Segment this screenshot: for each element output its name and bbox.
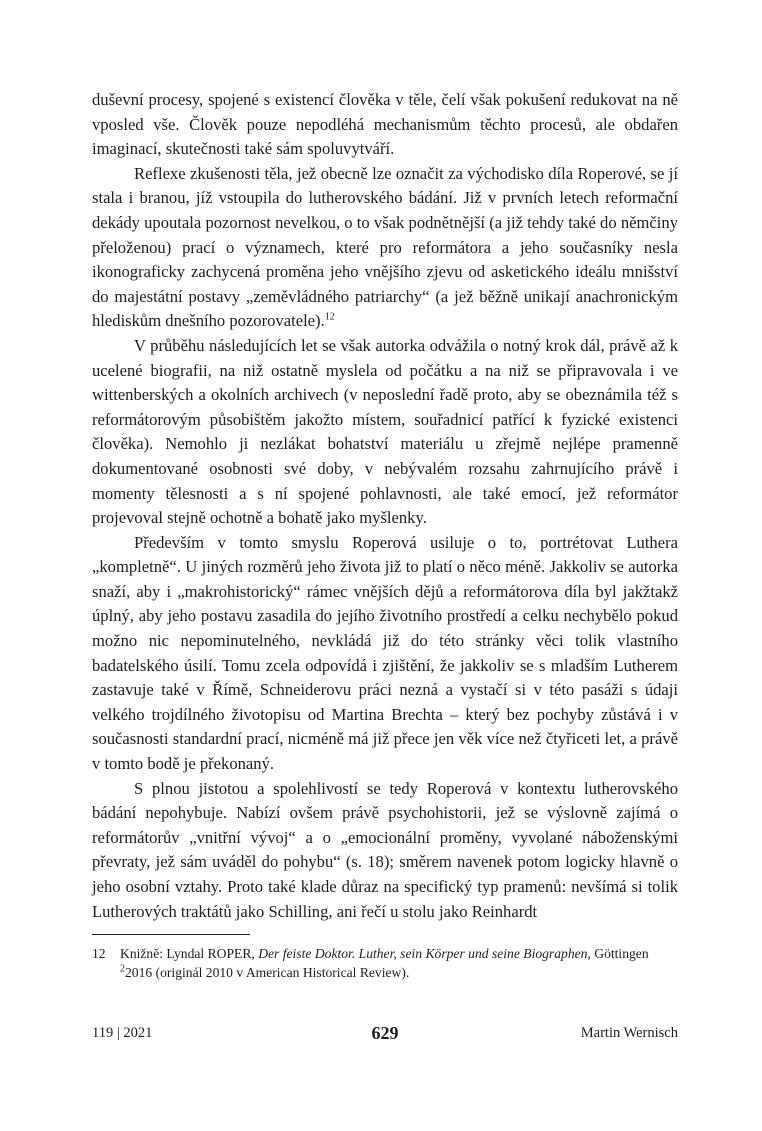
footer-volume: 119 | 2021 (92, 1025, 153, 1041)
footnote-number: 12 (92, 946, 106, 961)
paragraph-3: V průběhu následujících let se však autorka odvážila o notný krok dál, právě až k ucelené biografii, na niž ostatně myslela od počátku a na niž se připravovala i ve wittenberských a okolních archivech (v neposlední řadě proto, aby se obeznámila též s reformátorovým působištěm jakožto místem, souřadnicí patřící k fyzické existenci člověka). Nemohlo ji nezlákat bohatství materiálu u zřejmě nejlépe pramenně dokumentované osobnosti své doby, v nebývalém rozsahu zahrnujícího právě i momenty tělesnosti a s ní spojené pohlavnosti, ale také emocí, jež reformátor projevoval stejně ochotně a bohatě jako myšlenky. (92, 335, 678, 528)
main-text (92, 88, 678, 924)
footnote-reference: 12 (324, 311, 335, 323)
footer-author: Martin Wernisch (580, 1025, 678, 1041)
footnote-before: Knižně: Lyndal ROPER, (120, 946, 259, 961)
footnote-divider (92, 934, 250, 935)
paragraph-5: S plnou jistotou a spolehlivostí se tedy Roperová v kontextu lutherovského bádání nepohybuje. Nabízí ovšem právě psychohistorii, jež se výslovně zajímá o reformátorův „vnitřní vývoj“ a o „emocionální proměny, vyvolané náboženskými převraty, jež sám uváděl do pohybu“ (s. 18); směrem navenek potom logicky hlavně o jeho osobní vztahy. Proto také klade důraz na specifický typ pramenů: nevšímá si tolik Lutherových traktátů jako Schilling, ani řečí u stolu jako Reinhardt (92, 778, 678, 921)
page-footer (92, 1023, 678, 1047)
footnote-rest: 2016 (originál 2010 v American Historical Review). (125, 965, 410, 980)
footnote-edition: 2 (120, 963, 125, 975)
page-number: 629 (371, 1023, 399, 1043)
paragraph-4: Především v tomto smyslu Roperová usiluje o to, portrétovat Luthera „kompletně“. U jiných rozměrů jeho života již to platí o něco méně. Jakkoliv se autorka snaží, aby i „makrohistorický“ rámec vnějších dějů a reformátorova díla byl jakžtakž úplný, aby jeho postavu zasadila do jejího životního prostředí a celku nechybělo pokud možno nic nepominutelného, nevkládá již do této stránky věci tolik vlastního badatelského úsilí. Tomu zcela odpovídá i zjištění, že jakkoliv se s mladším Lutherem zastavuje také v Římě, Schneiderovu práci nezná a vystačí si v této pasáži s údaji velkého trojdílného životopisu od Martina Brechta – který bez pochyby zůstává i v současnosti standardní prací, nicméně má již přece jen věk více než čtyřiceti let, a právě v tomto bodě je překonaný. (92, 532, 678, 774)
paragraph-2 (92, 162, 678, 334)
footnote-after: , Göttingen (587, 946, 649, 961)
footnote-text (120, 944, 678, 982)
paragraph-1: duševní procesy, spojené s existencí člověka v těle, čelí však pokušení redukovat na ně vposled vše. Člověk pouze nepodléhá mechanismům těchto procesů, ale obdařen imaginací, skutečnosti také sám spoluvytváří. (92, 90, 678, 159)
paragraph-2-text: Reflexe zkušenosti těla, jež obecně lze označit za východisko díla Roperové, se jí stala i branou, jíž vstoupila do lutherovského bádání. Již v prvních letech reformační dekády upoutala pozornost nevelkou, o to však podnětnější (a již tehdy také do němčiny přeloženou) prací o významech, které pro reformátora a jeho současníky nesla ikonograficky zachycená proměna jeho vnějšího zjevu od asketického ideálu mnišství do majestátní postavy „zeměvládného patriarchy“ (a jež běžně unikají anachronickým hlediskům dnešního pozorovatele). (92, 163, 678, 331)
footnote-title: Der feiste Doktor. Luther, sein Körper und seine Biographen (258, 946, 588, 961)
footnote (92, 944, 678, 982)
